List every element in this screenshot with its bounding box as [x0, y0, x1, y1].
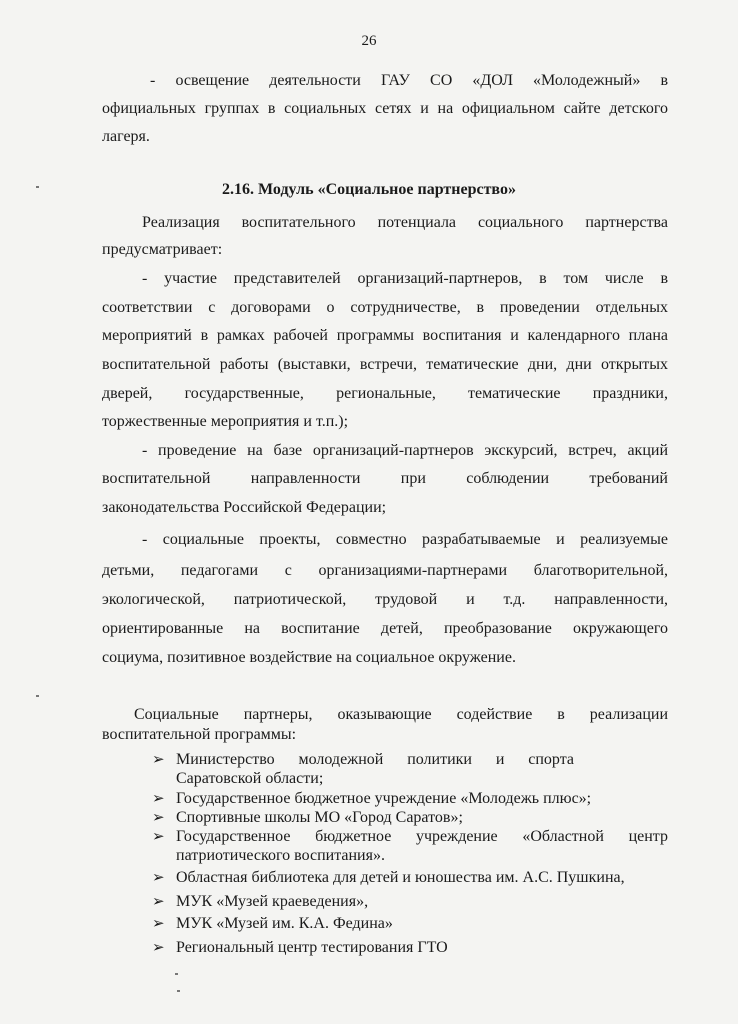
partner-item: МУК «Музей краеведения», [176, 893, 369, 910]
intro-line: - освещение деятельности ГАУ СО «ДОЛ «Молодежный» в [150, 72, 668, 89]
body-line: экологической, патриотической, трудовой и т.д. направленности, [102, 591, 668, 608]
scan-speck [36, 695, 39, 697]
partner-item: Министерство молодежной политики и спорта [176, 751, 574, 768]
partner-item: Областная библиотека для детей и юношества им. А.С. Пушкина, [176, 869, 625, 886]
bullet-arrow-icon: ➢ [152, 829, 165, 845]
body-line: ориентированные на воспитание детей, преобразование окружающего [102, 620, 668, 637]
scan-speck [177, 990, 180, 992]
intro-line: лагеря. [102, 128, 150, 145]
partner-item: Государственное бюджетное учреждение «Областной центр [176, 828, 668, 845]
bullet-arrow-icon: ➢ [152, 752, 165, 768]
body-line: воспитательной направленности при соблюдении требований [102, 470, 668, 487]
scan-speck [175, 973, 178, 975]
partners-intro-line: Социальные партнеры, оказывающие содействие в реализации [134, 706, 668, 723]
partner-item: Саратовской области; [176, 770, 324, 787]
bullet-arrow-icon: ➢ [152, 894, 165, 910]
intro-line: официальных группах в социальных сетях и на официальном сайте детского [102, 100, 668, 117]
bullet-arrow-icon: ➢ [152, 870, 165, 886]
body-line: Реализация воспитательного потенциала социального партнерства [142, 214, 668, 231]
partner-item: Государственное бюджетное учреждение «Молодежь плюс»; [176, 790, 592, 807]
partner-item: Спортивные школы МО «Город Саратов»; [176, 809, 463, 826]
body-line: торжественные мероприятия и т.п.); [102, 413, 349, 430]
bullet-arrow-icon: ➢ [152, 916, 165, 932]
body-line: законодательства Российской Федерации; [102, 499, 387, 516]
scan-speck [36, 186, 39, 188]
bullet-arrow-icon: ➢ [152, 940, 165, 956]
page-number: 26 [361, 33, 377, 49]
bullet-arrow-icon: ➢ [152, 810, 165, 826]
body-line: предусматривает: [102, 241, 223, 258]
body-line: социума, позитивное воздействие на социальное окружение. [102, 649, 516, 666]
body-line: дверей, государственные, региональные, тематические праздники, [102, 385, 668, 402]
body-line: - проведение на базе организаций-партнеров экскурсий, встреч, акций [142, 442, 668, 459]
body-line: - участие представителей организаций-партнеров, в том числе в [142, 270, 668, 287]
body-line: - социальные проекты, совместно разрабатываемые и реализуемые [142, 531, 668, 548]
body-line: соответствии с договорами о сотрудничестве, в проведении отдельных [102, 299, 668, 316]
partners-intro-line: воспитательной программы: [102, 726, 297, 743]
body-line: воспитательной работы (выставки, встречи, тематические дни, дни открытых [102, 356, 668, 373]
partner-item: Региональный центр тестирования ГТО [176, 939, 448, 956]
partner-item: МУК «Музей им. К.А. Федина» [176, 915, 393, 932]
body-line: мероприятий в рамках рабочей программы воспитания и календарного плана [102, 327, 668, 344]
section-title: 2.16. Модуль «Социальное партнерство» [222, 181, 516, 198]
bullet-arrow-icon: ➢ [152, 791, 165, 807]
body-line: детьми, педагогами с организациями-партнерами благотворительной, [102, 562, 668, 579]
partner-item: патриотического воспитания». [176, 847, 385, 864]
